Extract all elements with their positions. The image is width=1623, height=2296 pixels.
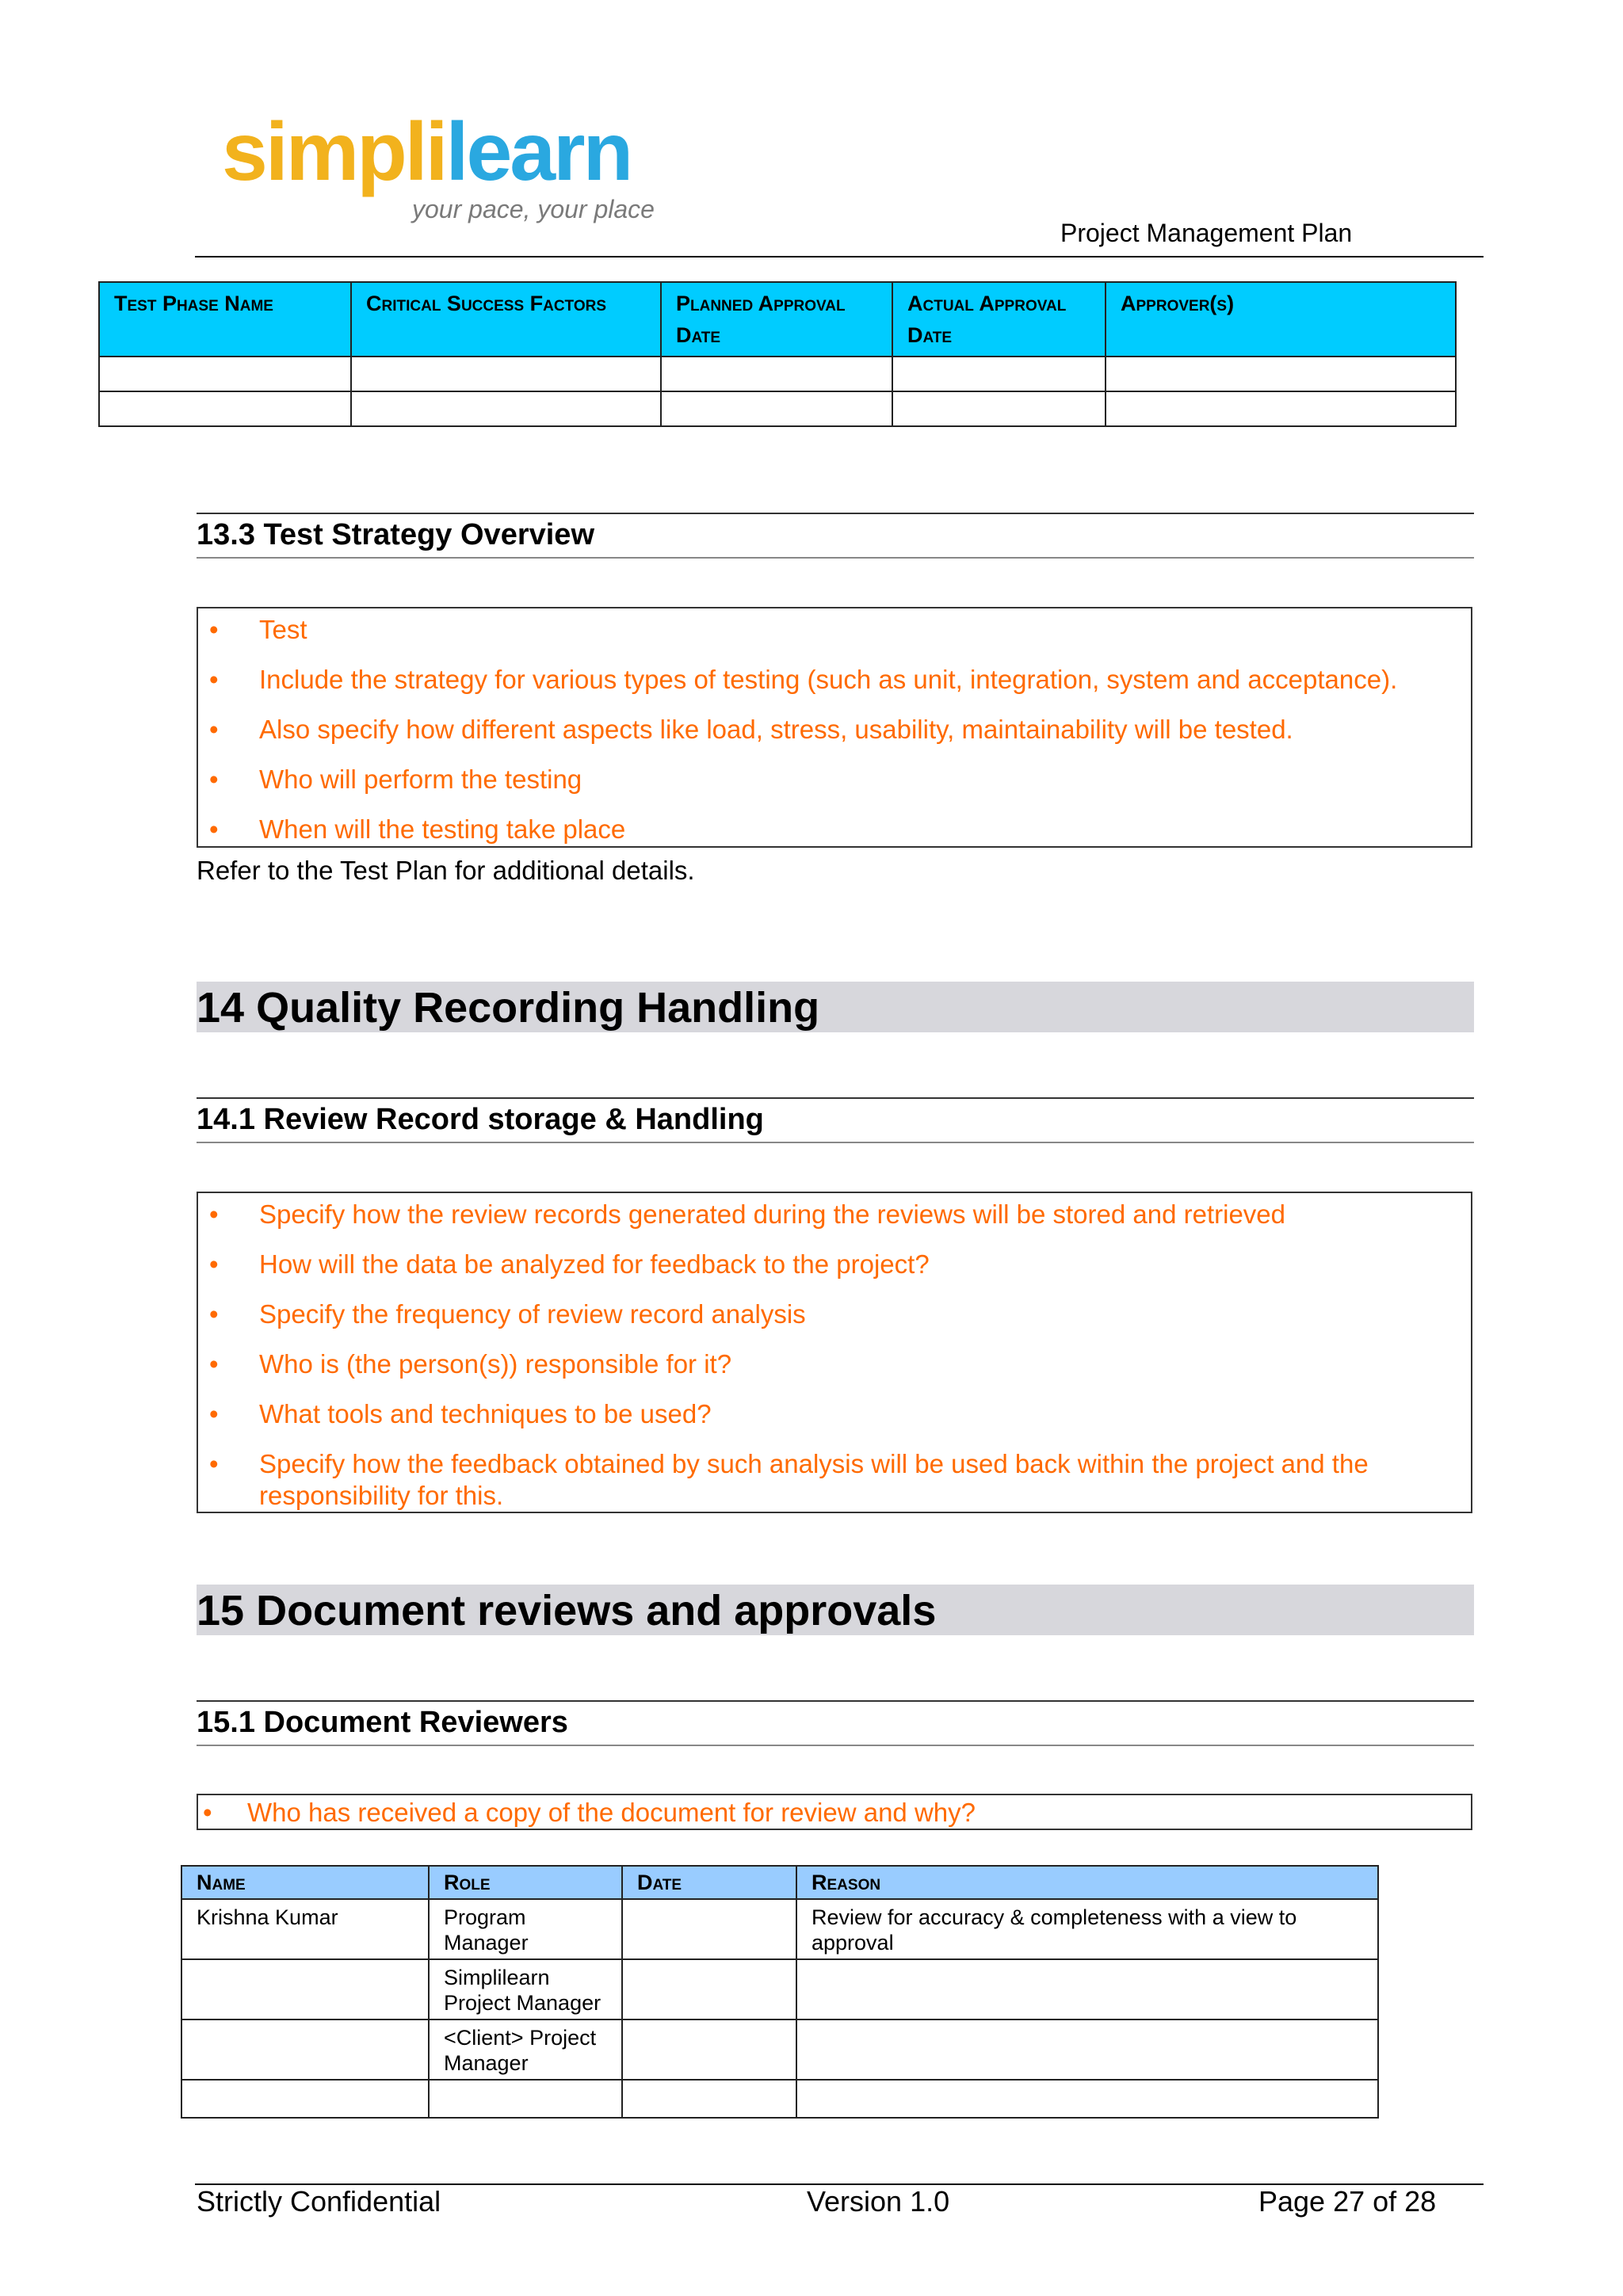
- table-cell: [181, 2019, 429, 2080]
- table-cell: Krishna Kumar: [181, 1899, 429, 1959]
- table-cell: [622, 2080, 796, 2118]
- section-heading-14-1: 14.1 Review Record storage & Handling: [197, 1097, 1474, 1143]
- table-cell: [661, 357, 892, 391]
- table-row: [99, 391, 1456, 426]
- guidance-bullet: • Specify how the review records generated during the reviews will be stored and retrieved: [198, 1199, 1471, 1230]
- table-cell: [181, 2080, 429, 2118]
- column-header: Planned Approval Date: [661, 282, 892, 357]
- table-cell: [181, 1959, 429, 2019]
- guidance-bullet: • Include the strategy for various types of testing (such as unit, integration, system and acceptance).: [198, 664, 1471, 696]
- column-header: Name: [181, 1866, 429, 1899]
- table-header-row: [99, 282, 1456, 357]
- table-row: [181, 2019, 1378, 2080]
- guidance-bullet: • Who has received a copy of the document for review and why?: [198, 1795, 1471, 1830]
- test-phase-table: [98, 281, 1457, 427]
- guidance-bullet: • Specify how the feedback obtained by such analysis will be used back within the project and the responsibility for this.: [198, 1448, 1471, 1512]
- table-cell: Simplilearn Project Manager: [429, 1959, 622, 2019]
- footer-confidential: Strictly Confidential: [197, 2185, 441, 2218]
- table-cell: [796, 2080, 1378, 2118]
- column-header: Approver(s): [1106, 282, 1456, 357]
- table-cell: Program Manager: [429, 1899, 622, 1959]
- table-header-row: [181, 1866, 1378, 1899]
- guidance-bullet: • Also specify how different aspects like load, stress, usability, maintainability will be tested.: [198, 714, 1471, 746]
- column-header: Actual Approval Date: [892, 282, 1106, 357]
- table-cell: [892, 391, 1106, 426]
- table-cell: [622, 1899, 796, 1959]
- column-header: Reason: [796, 1866, 1378, 1899]
- column-header: Role: [429, 1866, 622, 1899]
- column-header: Date: [622, 1866, 796, 1899]
- test-plan-note: Refer to the Test Plan for additional details.: [197, 856, 695, 885]
- table-cell: Review for accuracy & completeness with a view to approval: [796, 1899, 1378, 1959]
- guidance-bullet: • Who will perform the testing: [198, 764, 1471, 795]
- table-cell: [1106, 357, 1456, 391]
- header-divider: [195, 256, 1484, 257]
- table-cell: [99, 391, 351, 426]
- footer-page-number: Page 27 of 28: [1258, 2185, 1437, 2218]
- test-strategy-guidance-box: [197, 607, 1472, 848]
- table-cell: [622, 2019, 796, 2080]
- document-title: Project Management Plan: [1060, 219, 1353, 247]
- logo-wordmark: simplilearn: [222, 106, 632, 198]
- table-row: [99, 357, 1456, 391]
- section-heading-15: 15 Document reviews and approvals: [197, 1585, 1474, 1635]
- document-reviewers-table: [181, 1865, 1379, 2119]
- table-cell: [796, 1959, 1378, 2019]
- table-row: [181, 1899, 1378, 1959]
- table-cell: [351, 391, 661, 426]
- table-row: [181, 2080, 1378, 2118]
- section-heading-15-1: 15.1 Document Reviewers: [197, 1700, 1474, 1746]
- column-header: Test Phase Name: [99, 282, 351, 357]
- reviewers-guidance-box: [197, 1794, 1472, 1830]
- table-cell: [796, 2019, 1378, 2080]
- logo-tagline: your pace, your place: [412, 195, 655, 223]
- guidance-bullet: • What tools and techniques to be used?: [198, 1398, 1471, 1430]
- guidance-bullet: • Who is (the person(s)) responsible for it?: [198, 1348, 1471, 1380]
- guidance-bullet: • When will the testing take place: [198, 814, 1471, 845]
- table-cell: [1106, 391, 1456, 426]
- section-heading-13-3: 13.3 Test Strategy Overview: [197, 513, 1474, 559]
- guidance-bullet: • Specify the frequency of review record analysis: [198, 1299, 1471, 1330]
- table-cell: [429, 2080, 622, 2118]
- table-cell: [622, 1959, 796, 2019]
- simplilearn-logo: [222, 106, 655, 230]
- table-cell: [892, 357, 1106, 391]
- guidance-bullet: • Test: [198, 614, 1471, 646]
- table-row: [181, 1959, 1378, 2019]
- footer-version: Version 1.0: [807, 2185, 950, 2218]
- table-cell: <Client> Project Manager: [429, 2019, 622, 2080]
- table-cell: [351, 357, 661, 391]
- table-cell: [661, 391, 892, 426]
- column-header: Critical Success Factors: [351, 282, 661, 357]
- section-heading-14: 14 Quality Recording Handling: [197, 982, 1474, 1032]
- review-record-guidance-box: [197, 1192, 1472, 1513]
- guidance-bullet: • How will the data be analyzed for feedback to the project?: [198, 1249, 1471, 1280]
- table-cell: [99, 357, 351, 391]
